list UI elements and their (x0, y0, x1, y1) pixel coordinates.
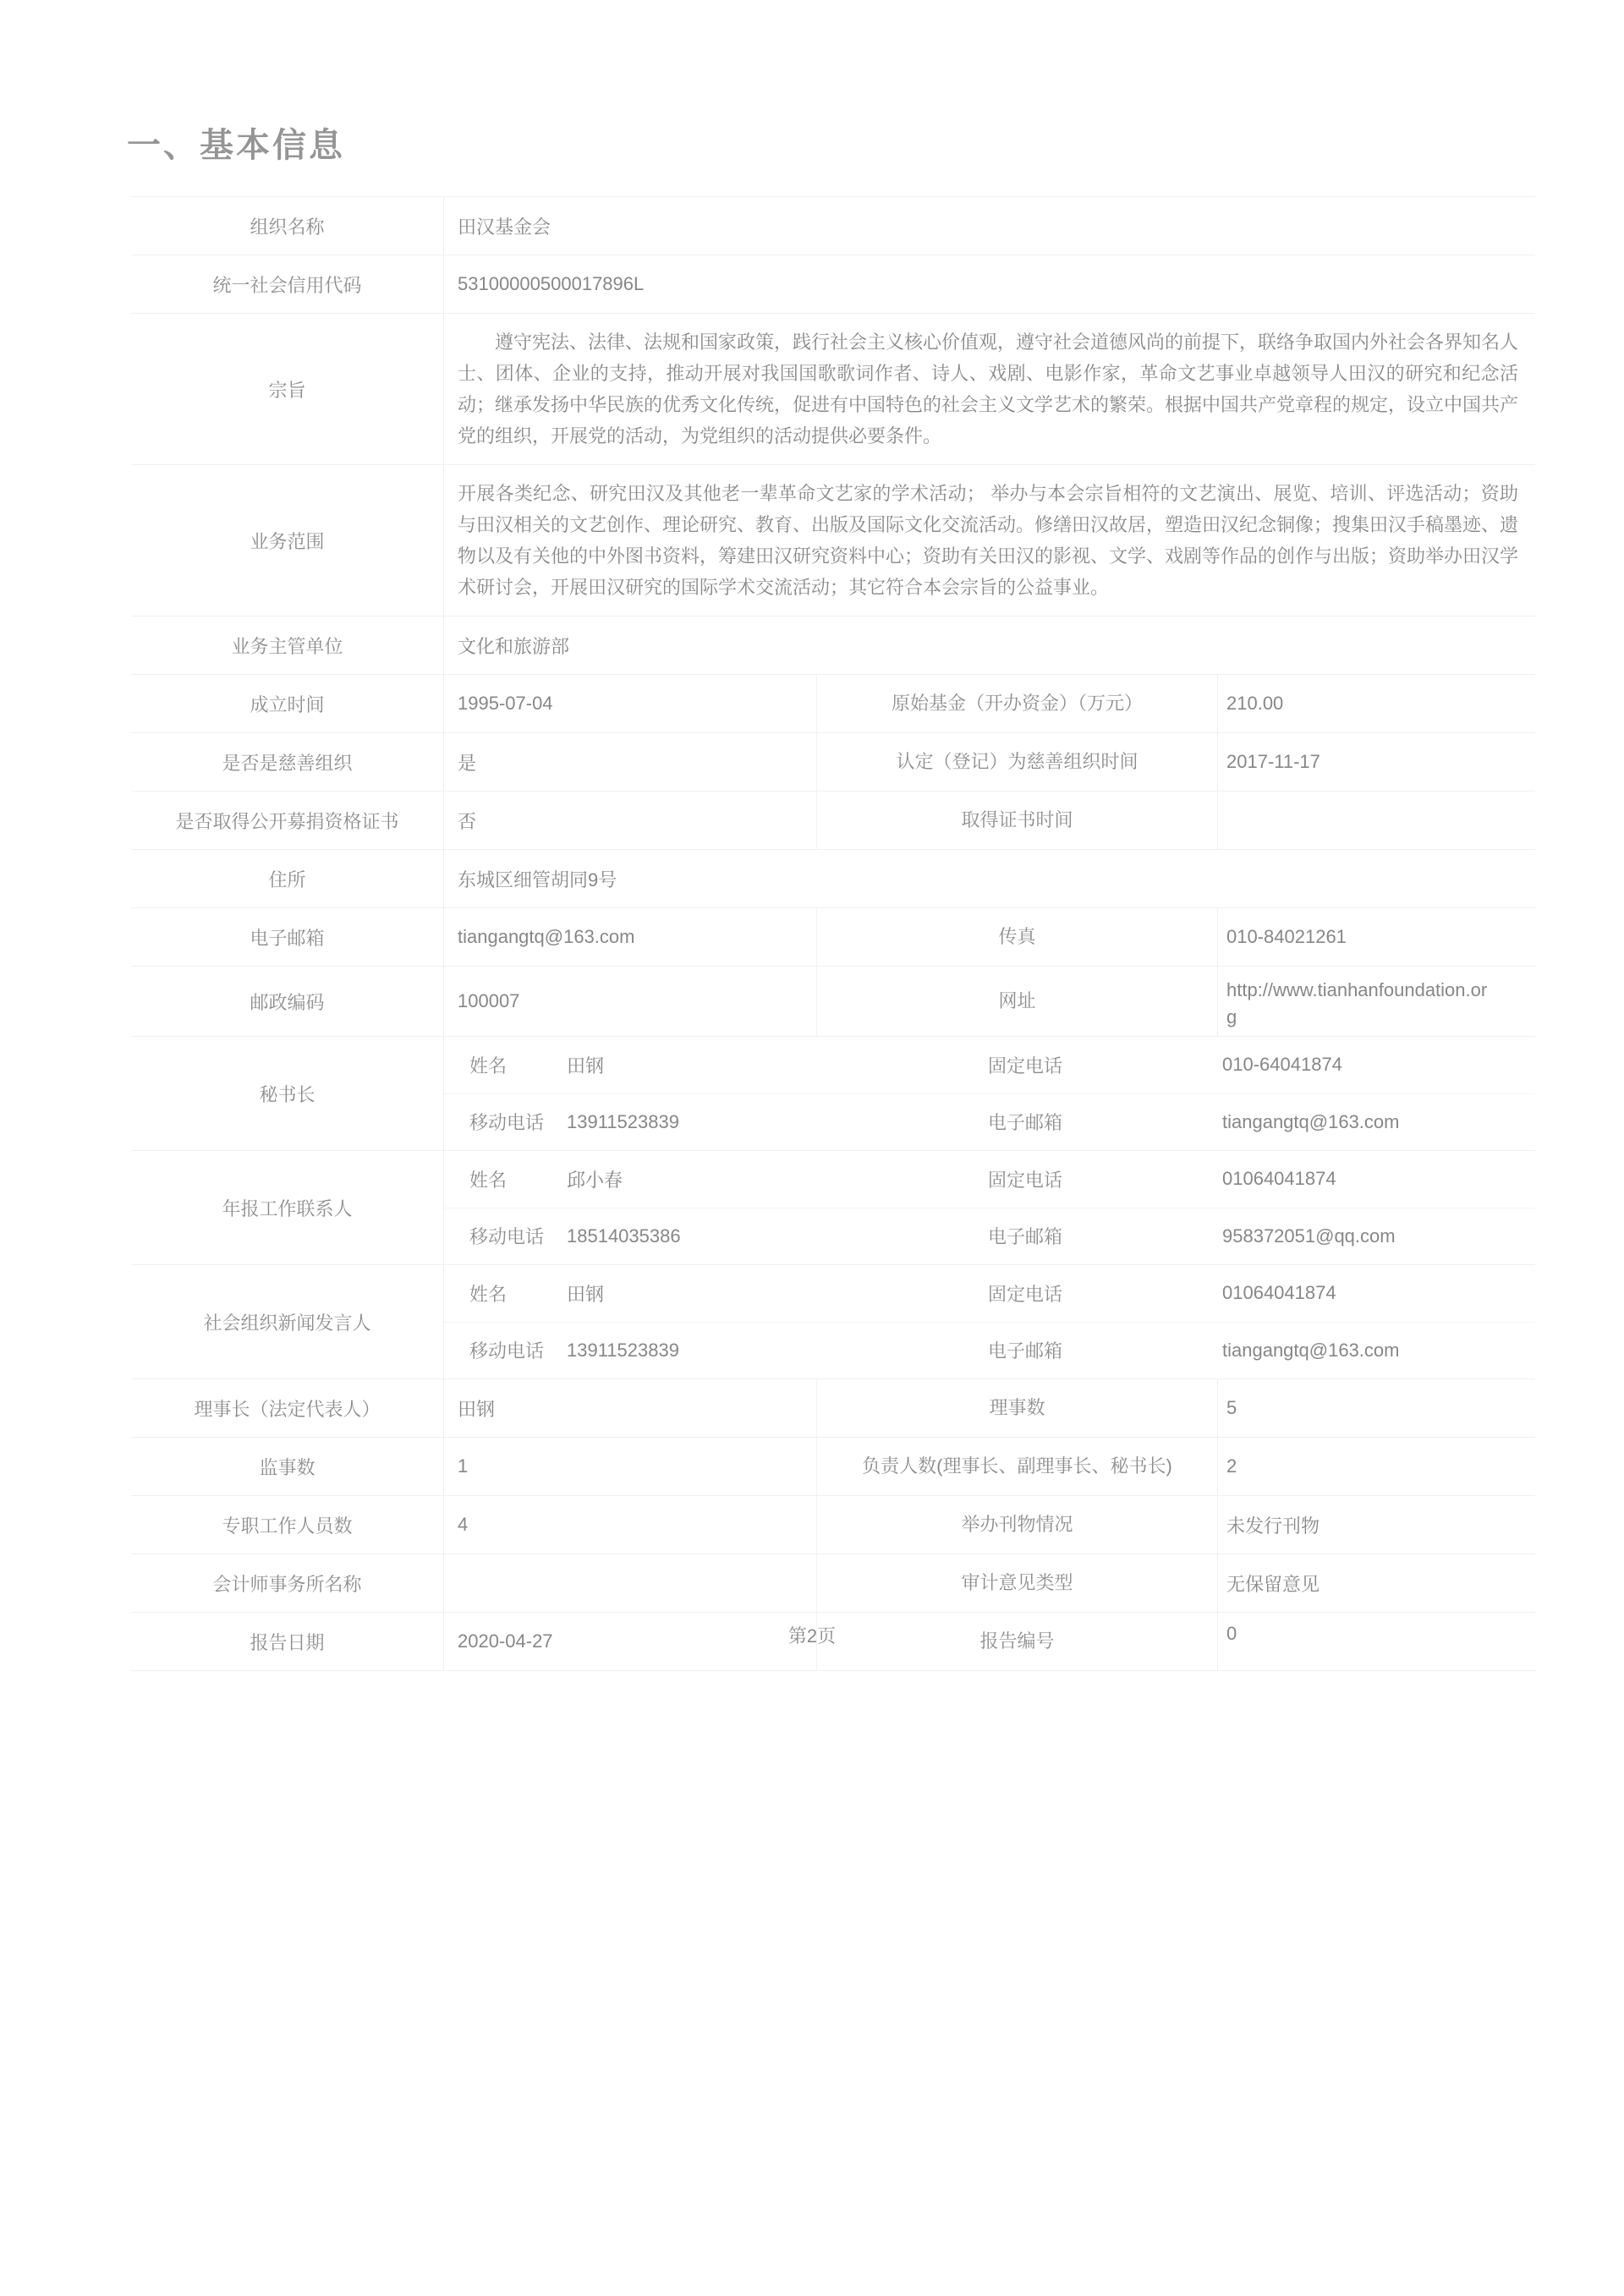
row-value: 1995-07-04 (458, 693, 553, 714)
page-title: 一、基本信息 (127, 127, 345, 164)
row-label: 社会组织新闻发言人 (131, 1265, 444, 1378)
row-label: 举办刊物情况 (816, 1496, 1218, 1553)
person-fields (444, 1037, 1535, 1150)
row-label: 认定（登记）为慈善组织时间 (816, 733, 1218, 791)
field-label-name: 姓名 (469, 1283, 508, 1305)
row-label: 负责人数(理事长、副理事长、秘书长) (816, 1438, 1218, 1495)
person-fields (444, 1151, 1535, 1264)
field-label-phone: 固定电话 (988, 1055, 1063, 1077)
row-label: 理事长（法定代表人） (131, 1379, 444, 1437)
row-value: 田钢 (458, 1398, 496, 1420)
person-sub-row (444, 1265, 1535, 1322)
row-value: 100007 (458, 990, 520, 1011)
field-label-mobile: 移动电话 (469, 1226, 545, 1248)
field-label-mobile: 移动电话 (469, 1340, 545, 1362)
person-fields (444, 1265, 1535, 1378)
form-row (131, 1379, 1535, 1438)
field-label-email: 电子邮箱 (988, 1226, 1063, 1248)
row-label: 原始基金（开办资金）（万元） (816, 675, 1218, 732)
field-value-email: tiangangtq@163.com (1222, 1110, 1400, 1132)
row-value (444, 1554, 816, 1612)
field-value-phone: 010-64041874 (1222, 1054, 1342, 1076)
row-value: 1 (458, 1455, 469, 1477)
row-label: 组织名称 (131, 197, 444, 255)
form-table (131, 196, 1535, 1671)
row-value: 是 (458, 752, 477, 774)
row-value (1218, 792, 1535, 849)
row-value: 开展各类纪念、研究田汉及其他老一辈革命文艺家的学术活动； 举办与本会宗旨相符的文艺演出、展览、培训、评选活动；资助与田汉相关的文艺创作、理论研究、教育、出版及国际文化交流活动。修缮田汉故居，塑造田汉纪念铜像；搜集田汉手稿墨迹、遗物以及有关他的中外图书资料，筹建田汉研究资料中心；资助有关田汉的影视、文学、戏剧等作品的创作与出版；资助举办田汉学术研讨会，开展田汉研究的国际学术交流活动；其它符合本会宗旨的公益事业。 (458, 483, 1519, 598)
row-label: 传真 (816, 908, 1218, 966)
form-row (131, 1265, 1535, 1379)
form-row (131, 1037, 1535, 1151)
form-row (131, 675, 1535, 733)
row-value: 2 (1226, 1455, 1237, 1477)
row-label: 宗旨 (131, 314, 444, 464)
row-label: 会计师事务所名称 (131, 1554, 444, 1612)
row-value: 2020-04-27 (458, 1630, 553, 1652)
form-row (131, 850, 1535, 908)
row-label: 网址 (816, 967, 1218, 1036)
row-label: 审计意见类型 (816, 1554, 1218, 1612)
form-row (131, 1151, 1535, 1265)
row-label: 理事数 (816, 1379, 1218, 1437)
field-value-mobile: 13911523839 (567, 1339, 679, 1361)
row-value: 田汉基金会 (458, 216, 551, 238)
field-value-mobile: 18514035386 (567, 1225, 681, 1247)
field-label-phone: 固定电话 (988, 1169, 1063, 1191)
row-label: 业务主管单位 (131, 616, 444, 674)
row-value: 遵守宪法、法律、法规和国家政策，践行社会主义核心价值观，遵守社会道德风尚的前提下，联络争取国内外社会各界知名人士、团体、企业的支持，推动开展对我国国歌歌词作者、诗人、戏剧、电影作家，革命文艺事业卓越领导人田汉的研究和纪念活动；继承发扬中华民族的优秀文化传统，促进有中国特色的社会主义文学艺术的繁荣。根据中国共产党章程的规定，设立中国共产党的组织，开展党的活动，为党组织的活动提供必要条件。 (458, 332, 1519, 447)
row-label: 是否取得公开募捐资格证书 (131, 792, 444, 849)
form-row (131, 196, 1535, 255)
row-label: 秘书长 (131, 1037, 444, 1150)
row-value: 否 (458, 810, 477, 832)
row-label: 报告日期 (131, 1613, 444, 1670)
form-row (131, 733, 1535, 792)
row-value: http://www.tianhanfoundation.org (1226, 979, 1488, 1027)
form-row (131, 967, 1535, 1037)
row-label: 监事数 (131, 1438, 444, 1495)
field-value-phone: 01064041874 (1222, 1282, 1336, 1304)
form-row (131, 255, 1535, 314)
page-number: 第2页 (787, 1625, 837, 1647)
form-row (131, 465, 1535, 616)
row-value: tiangangtq@163.com (458, 926, 635, 947)
form-row (131, 792, 1535, 850)
row-value: 5 (1226, 1397, 1237, 1418)
field-value-email: 958372051@qq.com (1222, 1225, 1396, 1247)
row-value: 0 (1226, 1623, 1237, 1644)
field-value-email: tiangangtq@163.com (1222, 1339, 1400, 1361)
row-value: 无保留意见 (1226, 1573, 1320, 1595)
field-label-name: 姓名 (469, 1055, 508, 1077)
row-label: 业务范围 (131, 465, 444, 616)
form-row (131, 1554, 1535, 1613)
row-value: 010-84021261 (1226, 926, 1347, 947)
row-value: 未发行刊物 (1226, 1515, 1320, 1537)
field-label-mobile: 移动电话 (469, 1112, 545, 1134)
form-row (131, 1438, 1535, 1496)
form-row (131, 314, 1535, 465)
field-value-name: 邱小春 (567, 1169, 623, 1191)
row-label: 是否是慈善组织 (131, 733, 444, 791)
row-label: 成立时间 (131, 675, 444, 732)
row-value: 2017-11-17 (1226, 751, 1320, 772)
form-row (131, 1496, 1535, 1554)
person-sub-row (444, 1037, 1535, 1093)
row-label: 邮政编码 (131, 967, 444, 1036)
row-label: 专职工作人员数 (131, 1496, 444, 1553)
person-sub-row (444, 1322, 1535, 1379)
field-label-name: 姓名 (469, 1169, 508, 1191)
row-label: 取得证书时间 (816, 792, 1218, 849)
row-label: 统一社会信用代码 (131, 255, 444, 313)
form-row (131, 908, 1535, 967)
field-value-phone: 01064041874 (1222, 1168, 1336, 1190)
row-value: 文化和旅游部 (458, 635, 570, 657)
row-label: 报告编号 (816, 1613, 1218, 1670)
person-sub-row (444, 1208, 1535, 1265)
row-value: 53100000500017896L (458, 273, 645, 294)
field-label-phone: 固定电话 (988, 1283, 1063, 1305)
person-sub-row (444, 1151, 1535, 1208)
field-label-email: 电子邮箱 (988, 1340, 1063, 1362)
row-value: 东城区细管胡同9号 (458, 869, 617, 890)
person-sub-row (444, 1093, 1535, 1151)
row-value: 4 (458, 1514, 469, 1535)
row-label: 年报工作联系人 (131, 1151, 444, 1264)
row-value: 210.00 (1226, 693, 1284, 714)
field-value-mobile: 13911523839 (567, 1110, 679, 1132)
row-label: 住所 (131, 850, 444, 907)
row-label: 电子邮箱 (131, 908, 444, 966)
field-value-name: 田钢 (567, 1283, 605, 1305)
field-label-email: 电子邮箱 (988, 1112, 1063, 1134)
form-row (131, 616, 1535, 675)
field-value-name: 田钢 (567, 1055, 605, 1077)
